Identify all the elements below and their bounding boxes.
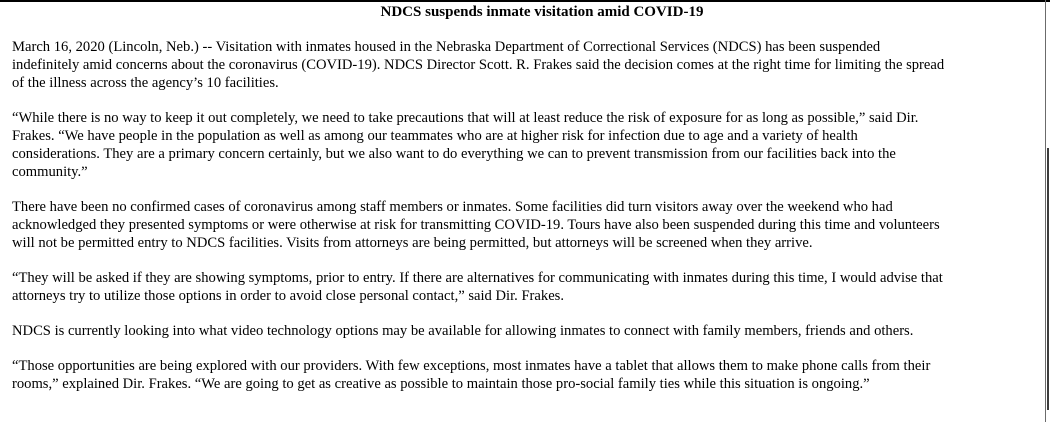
paragraph-no-cases [12, 198, 1042, 252]
paragraph-video-technology [12, 322, 1042, 340]
paragraph-frakes-quote-2 [12, 357, 1042, 393]
paragraph-line: There have been no confirmed cases of coronavirus among staff members or inmates. Some facilities did turn visitors away over the weekend who had [12, 199, 893, 215]
press-release-document [12, 3, 1042, 393]
paragraph-line: considerations. They are a primary concern certainly, but we also want to do everything we can to prevent transmission from our facilities back into the [12, 146, 896, 162]
paragraph-line: rooms,” explained Dir. Frakes. “We are going to get as creative as possible to maintain those pro-social family ties while this situation is ongoing.” [12, 376, 870, 392]
paragraph-line: “They will be asked if they are showing symptoms, prior to entry. If there are alternatives for communicating with inmates during this time, I would advise that [12, 270, 943, 286]
paragraph-line: NDCS is currently looking into what video technology options may be available for allowing inmates to connect with family members, friends and others. [12, 323, 914, 339]
paragraph-line: “Those opportunities are being explored with our providers. With few exceptions, most inmates have a tablet that allows them to make phone calls from their [12, 358, 931, 374]
right-border-rule [1045, 0, 1046, 422]
paragraph-line: will not be permitted entry to NDCS facilities. Visits from attorneys are being permitted, but attorneys will be screened when they arrive. [12, 235, 813, 251]
top-border-rule [0, 0, 1050, 2]
paragraph-attorney-quote [12, 269, 1042, 305]
paragraph-frakes-quote-1 [12, 109, 1042, 181]
document-title: NDCS suspends inmate visitation amid COVID-19 [380, 4, 704, 20]
paragraph-line: attorneys try to utilize those options in order to avoid close personal contact,” said Dir. Frakes. [12, 288, 564, 304]
paragraph-line: community.” [12, 164, 88, 180]
paragraph-line: of the illness across the agency’s 10 facilities. [12, 75, 279, 91]
paragraph-line: indefinitely amid concerns about the coronavirus (COVID-19). NDCS Director Scott. R. Frakes said the decision comes at the right time for limiting the spread [12, 57, 945, 73]
paragraph-announcement [12, 38, 1042, 92]
paragraph-line: March 16, 2020 (Lincoln, Neb.) -- Visitation with inmates housed in the Nebraska Department of Correctional Services (NDCS) has been suspended [12, 39, 881, 55]
scrollbar-edge [1047, 148, 1049, 410]
paragraph-line: Frakes. “We have people in the population as well as among our teammates who are at higher risk for infection due to age and a variety of health [12, 128, 858, 144]
paragraph-line: acknowledged they presented symptoms or were otherwise at risk for transmitting COVID-19. Tours have also been suspended during this time and volunteers [12, 217, 940, 233]
paragraph-line: “While there is no way to keep it out completely, we need to take precautions that will at least reduce the risk of exposure for as long as possible,” said Dir. [12, 110, 919, 126]
